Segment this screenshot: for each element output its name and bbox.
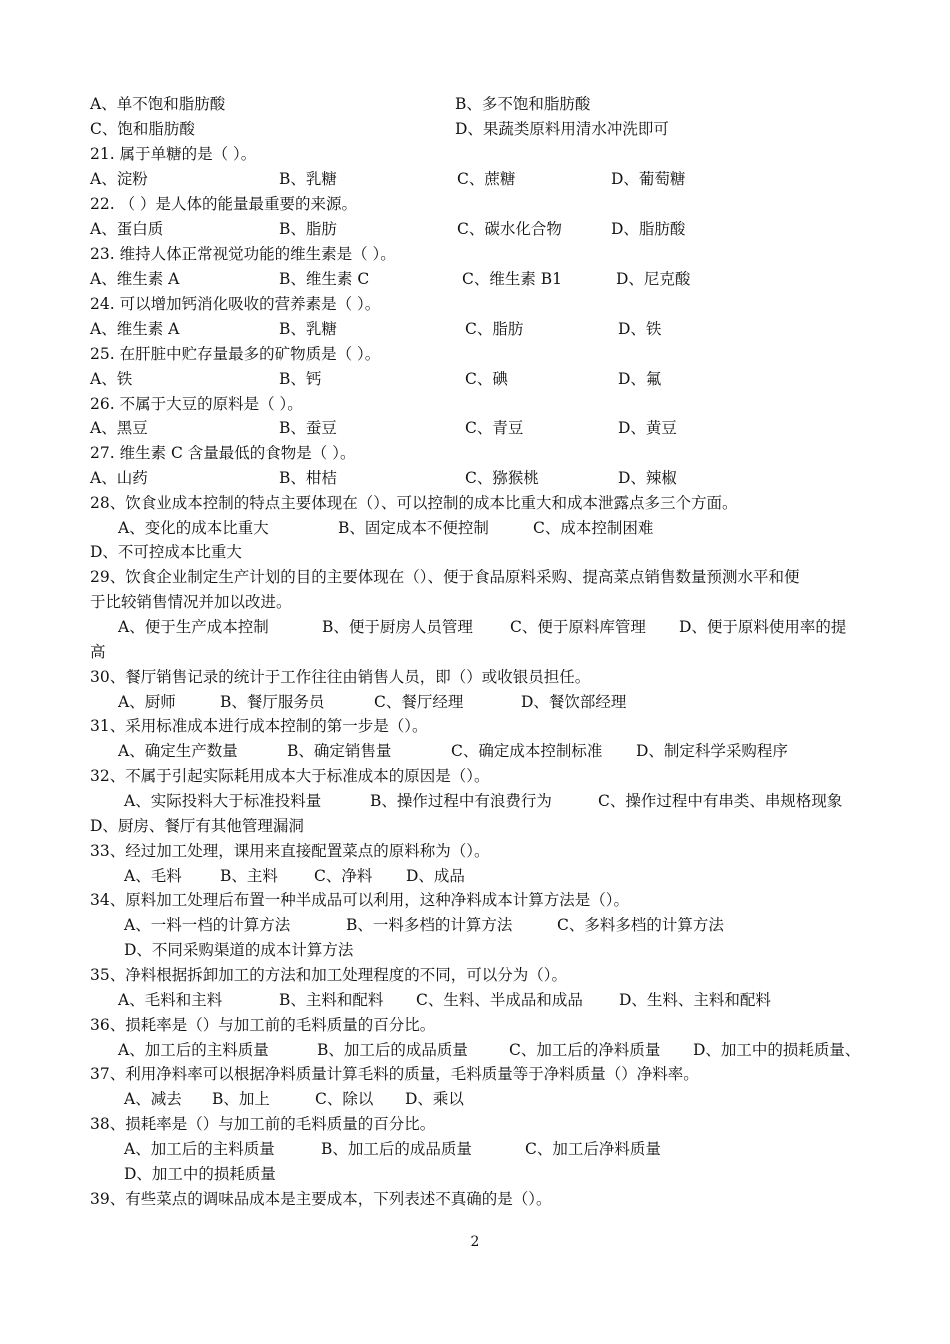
answer-option: C、加工后净料质量 — [525, 1140, 661, 1158]
answer-options-line — [0, 167, 950, 191]
answer-option: D、餐饮部经理 — [521, 693, 627, 711]
answer-option: C、猕猴桃 — [465, 469, 539, 487]
answer-options-line — [0, 739, 950, 763]
answer-option: C、净料 — [314, 867, 373, 885]
answer-options-line — [0, 615, 950, 639]
answer-options-line — [0, 217, 950, 241]
answer-option: D、便于原料使用率的提 — [679, 618, 847, 636]
answer-option: B、一料多档的计算方法 — [346, 916, 513, 934]
text-line: 36、损耗率是（）与加工前的毛料质量的百分比。 — [90, 1016, 436, 1034]
answer-option: C、多料多档的计算方法 — [557, 916, 724, 934]
text-line: D、不同采购渠道的成本计算方法 — [124, 941, 354, 959]
answer-option: D、乘以 — [405, 1090, 464, 1108]
answer-option: A、维生素 A — [90, 320, 180, 338]
answer-option: C、操作过程中有串类、串规格现象 — [598, 792, 843, 810]
answer-option: B、加工后的成品质量 — [317, 1041, 468, 1059]
answer-options-line — [0, 516, 950, 540]
question-line — [0, 441, 950, 465]
answer-options-line — [0, 416, 950, 440]
answer-option: D、脂肪酸 — [611, 220, 686, 238]
question-line — [0, 342, 950, 366]
answer-option: B、钙 — [279, 370, 322, 388]
answer-options-line — [0, 267, 950, 291]
question-line — [0, 938, 950, 962]
question-line — [0, 1162, 950, 1186]
text-line: 34、原料加工处理后布置一种半成品可以利用，这种净料成本计算方法是（）。 — [90, 891, 629, 909]
answer-option: A、淀粉 — [90, 170, 148, 188]
question-line — [0, 640, 950, 664]
text-line: 26. 不属于大豆的原料是（ ）。 — [90, 395, 303, 413]
answer-option: C、蔗糖 — [457, 170, 516, 188]
answer-options-line — [0, 789, 950, 813]
question-line — [0, 590, 950, 614]
question-line — [0, 1013, 950, 1037]
text-line: 37、利用净料率可以根据净料质量计算毛料的质量，毛料质量等于净料质量（）净料率。 — [90, 1065, 699, 1083]
answer-option: A、蛋白质 — [90, 220, 164, 238]
answer-option: A、黑豆 — [90, 419, 148, 437]
question-line — [0, 192, 950, 216]
answer-option: D、尼克酸 — [616, 270, 691, 288]
answer-option: B、主料 — [220, 867, 278, 885]
answer-options-line — [0, 1038, 950, 1062]
answer-option: C、饱和脂肪酸 — [90, 120, 195, 138]
answer-option: D、氟 — [618, 370, 662, 388]
answer-option: B、加工后的成品质量 — [321, 1140, 472, 1158]
answer-option: A、铁 — [90, 370, 133, 388]
answer-option: B、柑桔 — [279, 469, 337, 487]
answer-options-line — [0, 92, 950, 116]
text-line: 高 — [90, 643, 106, 661]
text-line: 31、采用标准成本进行成本控制的第一步是（）。 — [90, 717, 428, 735]
answer-option: B、餐厅服务员 — [220, 693, 325, 711]
text-line: D、厨房、餐厅有其他管理漏洞 — [90, 817, 304, 835]
answer-option: A、实际投料大于标准投料量 — [124, 792, 322, 810]
answer-options-line — [0, 367, 950, 391]
answer-options-line — [0, 690, 950, 714]
answer-options-line — [0, 117, 950, 141]
answer-option: B、加上 — [212, 1090, 270, 1108]
answer-option: A、山药 — [90, 469, 148, 487]
question-line — [0, 764, 950, 788]
question-line — [0, 540, 950, 564]
text-line: 27. 维生素 C 含量最低的食物是（ ）。 — [90, 444, 356, 462]
answer-option: C、碘 — [465, 370, 508, 388]
answer-option: C、脂肪 — [465, 320, 524, 338]
text-line: D、不可控成本比重大 — [90, 543, 242, 561]
text-line: 38、损耗率是（）与加工前的毛料质量的百分比。 — [90, 1115, 436, 1133]
question-line — [0, 242, 950, 266]
answer-option: B、蚕豆 — [279, 419, 337, 437]
answer-options-line — [0, 317, 950, 341]
answer-option: D、成品 — [406, 867, 465, 885]
answer-options-line — [0, 913, 950, 937]
answer-option: C、维生素 B1 — [462, 270, 563, 288]
text-line: 于比较销售情况并加以改进。 — [90, 593, 292, 611]
answer-option: A、加工后的主料质量 — [118, 1041, 269, 1059]
text-line: 24. 可以增加钙消化吸收的营养素是（ ）。 — [90, 295, 381, 313]
question-line — [0, 963, 950, 987]
answer-option: A、确定生产数量 — [118, 742, 238, 760]
question-line — [0, 888, 950, 912]
question-line — [0, 1062, 950, 1086]
answer-option: D、加工中的损耗质量、 — [693, 1041, 861, 1059]
answer-option: C、加工后的净料质量 — [509, 1041, 661, 1059]
question-line — [0, 665, 950, 689]
question-line — [0, 1112, 950, 1136]
question-line — [0, 142, 950, 166]
answer-option: B、操作过程中有浪费行为 — [370, 792, 552, 810]
answer-option: B、维生素 C — [279, 270, 370, 288]
answer-options-line — [0, 1087, 950, 1111]
text-line: 35、净料根据拆卸加工的方法和加工处理程度的不同，可以分为（）。 — [90, 966, 567, 984]
answer-options-line — [0, 1137, 950, 1161]
text-line: D、加工中的损耗质量 — [124, 1165, 276, 1183]
question-line — [0, 814, 950, 838]
answer-option: B、确定销售量 — [287, 742, 392, 760]
answer-option: B、便于厨房人员管理 — [322, 618, 473, 636]
answer-option: D、辣椒 — [618, 469, 677, 487]
text-line: 25. 在肝脏中贮存量最多的矿物质是（ ）。 — [90, 345, 381, 363]
question-line — [0, 1187, 950, 1211]
answer-option: D、葡萄糖 — [611, 170, 686, 188]
answer-option: A、毛料和主料 — [118, 991, 223, 1009]
answer-option: A、厨师 — [118, 693, 176, 711]
answer-option: A、加工后的主料质量 — [124, 1140, 275, 1158]
answer-option: B、乳糖 — [279, 170, 337, 188]
answer-option: D、黄豆 — [618, 419, 677, 437]
question-line — [0, 565, 950, 589]
text-line: 28、饮食业成本控制的特点主要体现在（）、可以控制的成本比重大和成本泄露点多三个方面。 — [90, 494, 738, 512]
answer-option: D、铁 — [618, 320, 662, 338]
answer-option: A、便于生产成本控制 — [118, 618, 269, 636]
answer-option: C、青豆 — [465, 419, 524, 437]
answer-option: C、餐厅经理 — [374, 693, 464, 711]
text-line: 21. 属于单糖的是（ ）。 — [90, 145, 257, 163]
answer-option: B、主料和配料 — [279, 991, 384, 1009]
answer-option: A、毛料 — [124, 867, 182, 885]
text-line: 23. 维持人体正常视觉功能的维生素是（ ）。 — [90, 245, 396, 263]
answer-option: B、固定成本不便控制 — [338, 519, 489, 537]
text-line: 39、有些菜点的调味品成本是主要成本，下列表述不真确的是（）。 — [90, 1190, 552, 1208]
answer-option: B、脂肪 — [279, 220, 337, 238]
text-line: 30、餐厅销售记录的统计于工作往往由销售人员，即（）或收银员担任。 — [90, 668, 591, 686]
question-line — [0, 491, 950, 515]
answer-options-line — [0, 988, 950, 1012]
text-line: 33、经过加工处理，课用来直接配置菜点的原料称为（）。 — [90, 842, 490, 860]
question-line — [0, 839, 950, 863]
answer-option: B、多不饱和脂肪酸 — [455, 95, 591, 113]
text-line: 29、饮食企业制定生产计划的目的主要体现在（）、便于食品原料采购、提高菜点销售数量预测水平和便 — [90, 568, 800, 586]
answer-options-line — [0, 466, 950, 490]
answer-option: A、一料一档的计算方法 — [124, 916, 291, 934]
answer-option: C、碳水化合物 — [457, 220, 562, 238]
answer-option: C、除以 — [315, 1090, 374, 1108]
answer-option: B、乳糖 — [279, 320, 337, 338]
page-number: 2 — [470, 1234, 480, 1250]
text-line: 32、不属于引起实际耗用成本大于标准成本的原因是（）。 — [90, 767, 490, 785]
answer-option: C、成本控制困难 — [533, 519, 654, 537]
answer-options-line — [0, 864, 950, 888]
question-line — [0, 292, 950, 316]
text-line: 22. （ ）是人体的能量最重要的来源。 — [90, 195, 358, 213]
answer-option: D、生料、主料和配料 — [619, 991, 771, 1009]
answer-option: A、变化的成本比重大 — [118, 519, 269, 537]
answer-option: A、单不饱和脂肪酸 — [90, 95, 226, 113]
question-line — [0, 714, 950, 738]
answer-option: C、便于原料库管理 — [510, 618, 646, 636]
question-line — [0, 392, 950, 416]
answer-option: C、确定成本控制标准 — [451, 742, 603, 760]
answer-option: C、生料、半成品和成品 — [416, 991, 583, 1009]
answer-option: A、维生素 A — [90, 270, 180, 288]
answer-option: A、减去 — [124, 1090, 182, 1108]
answer-option: D、果蔬类原料用清水冲洗即可 — [455, 120, 669, 138]
answer-option: D、制定科学采购程序 — [636, 742, 788, 760]
